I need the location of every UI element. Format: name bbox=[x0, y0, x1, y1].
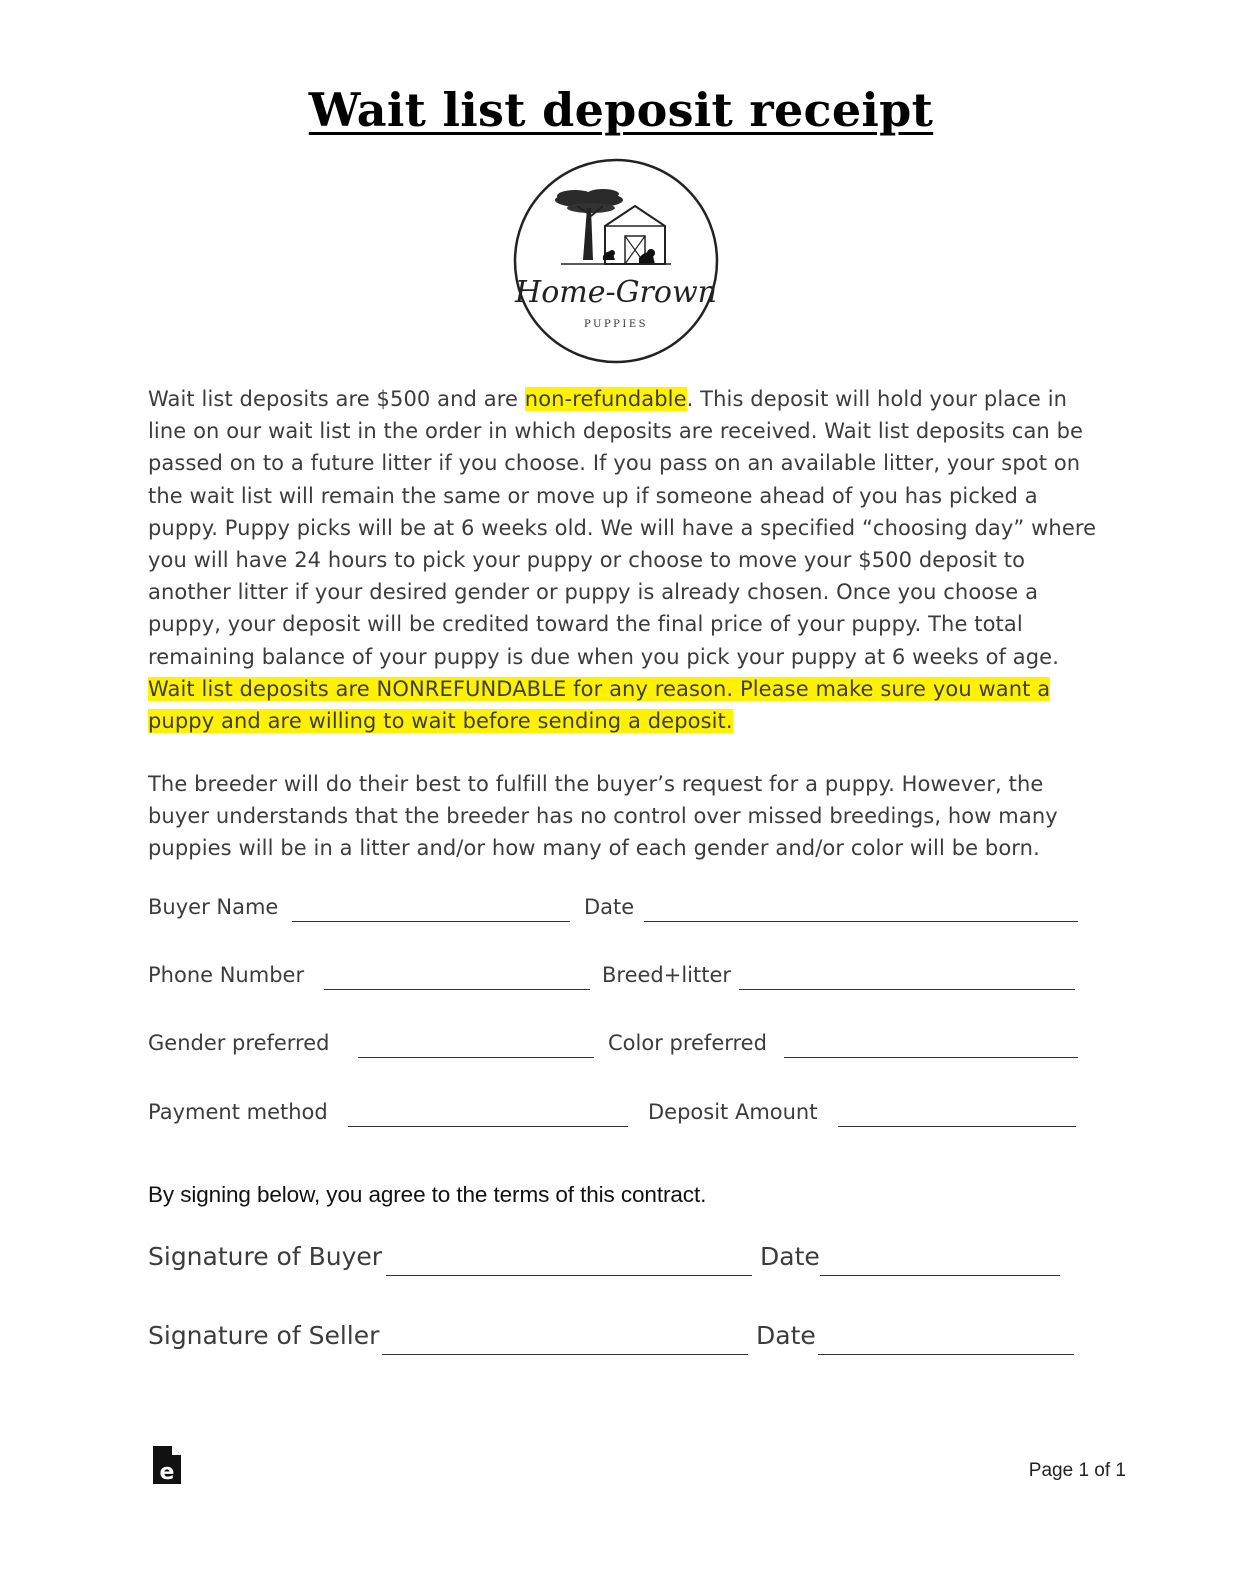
deposit-amount-line[interactable] bbox=[838, 1126, 1076, 1127]
agreement-statement: By signing below, you agree to the terms of this contract. bbox=[148, 1182, 707, 1207]
field-row-phone-breed bbox=[148, 963, 1108, 999]
seller-signature-line[interactable] bbox=[382, 1354, 748, 1355]
svg-text:e: e bbox=[159, 1460, 175, 1484]
logo-sub-text: PUPPIES bbox=[583, 319, 649, 330]
color-preferred-label: Color preferred bbox=[608, 1031, 767, 1055]
barn-tree-dogs-logo-icon bbox=[511, 156, 721, 366]
phone-number-label: Phone Number bbox=[148, 963, 305, 987]
date-label: Date bbox=[584, 895, 635, 919]
field-row-payment-deposit bbox=[148, 1100, 1108, 1136]
seller-signature-date-line[interactable] bbox=[818, 1354, 1074, 1355]
phone-number-line[interactable] bbox=[324, 989, 590, 990]
buyer-name-label: Buyer Name bbox=[148, 895, 279, 919]
buyer-name-line[interactable] bbox=[292, 921, 570, 922]
date-line[interactable] bbox=[644, 921, 1078, 922]
seller-signature-date-label: Date bbox=[756, 1321, 816, 1350]
breed-litter-line[interactable] bbox=[739, 989, 1075, 990]
page-number: Page 1 of 1 bbox=[1028, 1460, 1126, 1481]
home-grown-puppies-logo bbox=[511, 156, 721, 366]
eforms-logo-icon bbox=[153, 1446, 181, 1484]
document-title: Wait list deposit receipt bbox=[308, 83, 934, 137]
terms-text-segment: . This deposit will hold your place in line on our wait list in the order in which deposits are received. Wait list deposits can be passed on to a future litter if you choose. If you pass on an available litter, your spot on the wait list will remain the same or move up if someone ahead of you has picked a puppy. Puppy picks will be at 6 weeks old. We will have a specified “choosing day” where you will have 24 hours to pick your puppy or choose to move your $500 deposit to another litter if your desired gender or puppy is already chosen. Once you choose a puppy, your deposit will be credited toward the final price of your puppy. The total remaining balance of your puppy is due when you pick your puppy at 6 weeks of age. bbox=[148, 387, 1097, 669]
field-row-buyer-date bbox=[148, 895, 1108, 931]
logo-brand-text: Home-Grown bbox=[515, 275, 717, 310]
highlighted-nonrefundable-warning: Wait list deposits are NONREFUNDABLE for any reason. Please make sure you want a puppy and are willing to wait before sending a deposit. bbox=[148, 676, 1051, 734]
payment-method-line[interactable] bbox=[348, 1126, 628, 1127]
buyer-signature-date-line[interactable] bbox=[820, 1275, 1060, 1276]
buyer-signature-line[interactable] bbox=[386, 1275, 752, 1276]
seller-signature-label: Signature of Seller bbox=[148, 1321, 380, 1350]
field-row-gender-color bbox=[148, 1031, 1108, 1067]
color-preferred-line[interactable] bbox=[784, 1057, 1078, 1058]
gender-preferred-label: Gender preferred bbox=[148, 1031, 330, 1055]
buyer-signature-date-label: Date bbox=[760, 1242, 820, 1271]
signature-row-buyer bbox=[148, 1242, 1108, 1282]
signature-row-seller bbox=[148, 1321, 1108, 1361]
terms-text-segment: Wait list deposits are $500 and are bbox=[148, 387, 525, 411]
highlighted-non-refundable: non-refundable bbox=[524, 387, 687, 411]
terms-paragraph-2: The breeder will do their best to fulfill the buyer’s request for a puppy. However, the buyer understands that the breeder has no control over missed breedings, how many puppies will be in a litter and/or how many of each gender and/or color will be born. bbox=[148, 772, 1058, 861]
payment-method-label: Payment method bbox=[148, 1100, 328, 1124]
deposit-amount-label: Deposit Amount bbox=[648, 1100, 818, 1124]
breed-litter-label: Breed+litter bbox=[602, 963, 732, 987]
buyer-signature-label: Signature of Buyer bbox=[148, 1242, 383, 1271]
gender-preferred-line[interactable] bbox=[358, 1057, 594, 1058]
terms-paragraph-1 bbox=[148, 383, 1108, 737]
